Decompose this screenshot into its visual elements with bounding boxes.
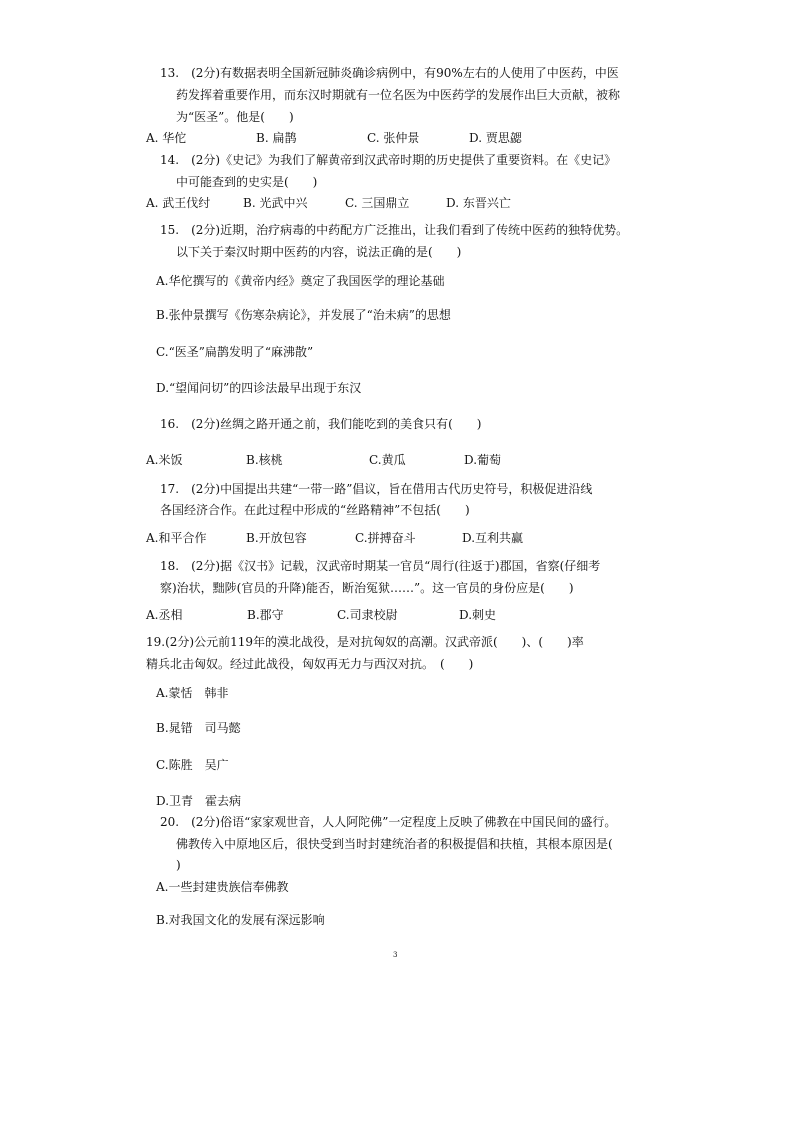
- q20-stem-line2: 佛教传入中原地区后，很快受到当时封建统治者的积极提倡和扶植，其根本原因是(: [176, 837, 613, 851]
- q17-option-c: C.拼搏奋斗: [355, 531, 416, 545]
- q13-option-c: C. 张仲景: [367, 131, 420, 145]
- q19-option-c: C.陈胜 吴广: [156, 758, 229, 772]
- q15-option-c: C.“医圣”扁鹊发明了“麻沸散”: [156, 345, 314, 359]
- q17-option-a: A.和平合作: [146, 531, 207, 545]
- q17-option-d: D.互利共赢: [462, 531, 524, 545]
- q18-option-d: D.刺史: [459, 608, 497, 622]
- q14-option-a: A. 武王伐纣: [146, 196, 211, 210]
- q15-option-d: D.“望闻问切”的四诊法最早出现于东汉: [156, 381, 362, 395]
- q16-option-d: D.葡萄: [464, 453, 502, 467]
- q18-option-b: B.郡守: [247, 608, 284, 622]
- q14-stem-line1: 14. (2分)《史记》为我们了解黄帝到汉武帝时期的历史提供了重要资料。在《史记》: [160, 153, 617, 167]
- q18-stem-line1: 18. (2分)据《汉书》记载，汉武帝时期某一官员“周行(往返于)郡国，省察(仔细考: [160, 559, 601, 573]
- q15-option-b: B.张仲景撰写《伤寒杂病论》，并发展了“治未病”的思想: [156, 308, 451, 322]
- q15-option-a: A.华佗撰写的《黄帝内经》奠定了我国医学的理论基础: [156, 274, 445, 288]
- q19-option-d: D.卫青 霍去病: [156, 794, 242, 808]
- q19-stem-line2: 精兵北击匈奴。经过此战役，匈奴再无力与西汉对抗。 ( ): [146, 657, 474, 671]
- q17-stem-line2: 各国经济合作。在此过程中形成的“丝路精神”不包括( ): [160, 503, 470, 517]
- q20-option-b: B.对我国文化的发展有深远影响: [156, 913, 325, 927]
- page-number: 3: [393, 951, 398, 959]
- q14-option-b: B. 光武中兴: [243, 196, 308, 210]
- q19-option-b: B.晁错 司马懿: [156, 721, 241, 735]
- q13-option-d: D. 贾思勰: [469, 131, 522, 145]
- q13-stem-line2: 药发挥着重要作用，而东汉时期就有一位名医为中医药学的发展作出巨大贡献，被称: [176, 88, 621, 102]
- q17-stem-line1: 17. (2分)中国提出共建“一带一路”倡议，旨在借用古代历史符号，积极促进沿线: [160, 482, 593, 496]
- q16-stem-line1: 16. (2分)丝绸之路开通之前，我们能吃到的美食只有( ): [160, 417, 482, 431]
- q16-option-c: C.黄瓜: [369, 453, 406, 467]
- q20-stem-line1: 20. (2分)俗语“家家观世音，人人阿陀佛”一定程度上反映了佛教在中国民间的盛行。: [160, 815, 617, 829]
- q16-option-b: B.核桃: [246, 453, 283, 467]
- q15-stem-line1: 15. (2分)近期，治疗病毒的中药配方广泛推出，让我们看到了传统中医药的独特优势。: [160, 223, 629, 237]
- q17-option-b: B.开放包容: [246, 531, 307, 545]
- q16-option-a: A.米饭: [146, 453, 183, 467]
- q14-option-c: C. 三国鼎立: [345, 196, 410, 210]
- q20-stem-line3: ): [176, 858, 181, 872]
- q19-option-a: A.蒙恬 韩非: [156, 686, 229, 700]
- q13-stem-line1: 13. (2分)有数据表明全国新冠肺炎确诊病例中，有90%左右的人使用了中医药，中医: [160, 66, 619, 80]
- q18-option-c: C.司隶校尉: [337, 608, 398, 622]
- q20-option-a: A.一些封建贵族信奉佛教: [156, 880, 289, 894]
- q15-stem-line2: 以下关于秦汉时期中医药的内容，说法正确的是( ): [176, 245, 462, 259]
- q14-option-d: D. 东晋兴亡: [446, 196, 511, 210]
- q13-stem-line3: 为“医圣”。他是( ): [176, 110, 294, 124]
- q13-option-a: A. 华佗: [146, 131, 187, 145]
- q19-stem-line1: 19.(2分)公元前119年的漠北战役，是对抗匈奴的高潮。汉武帝派( )、( )率: [146, 635, 584, 649]
- q18-option-a: A.丞相: [146, 608, 183, 622]
- q13-option-b: B. 扁鹊: [256, 131, 297, 145]
- q14-stem-line2: 中可能查到的史实是( ): [176, 175, 318, 189]
- q18-stem-line2: 察)治状，黜陟(官员的升降)能否，断治冤狱……”。这一官员的身份应是( ): [160, 581, 574, 595]
